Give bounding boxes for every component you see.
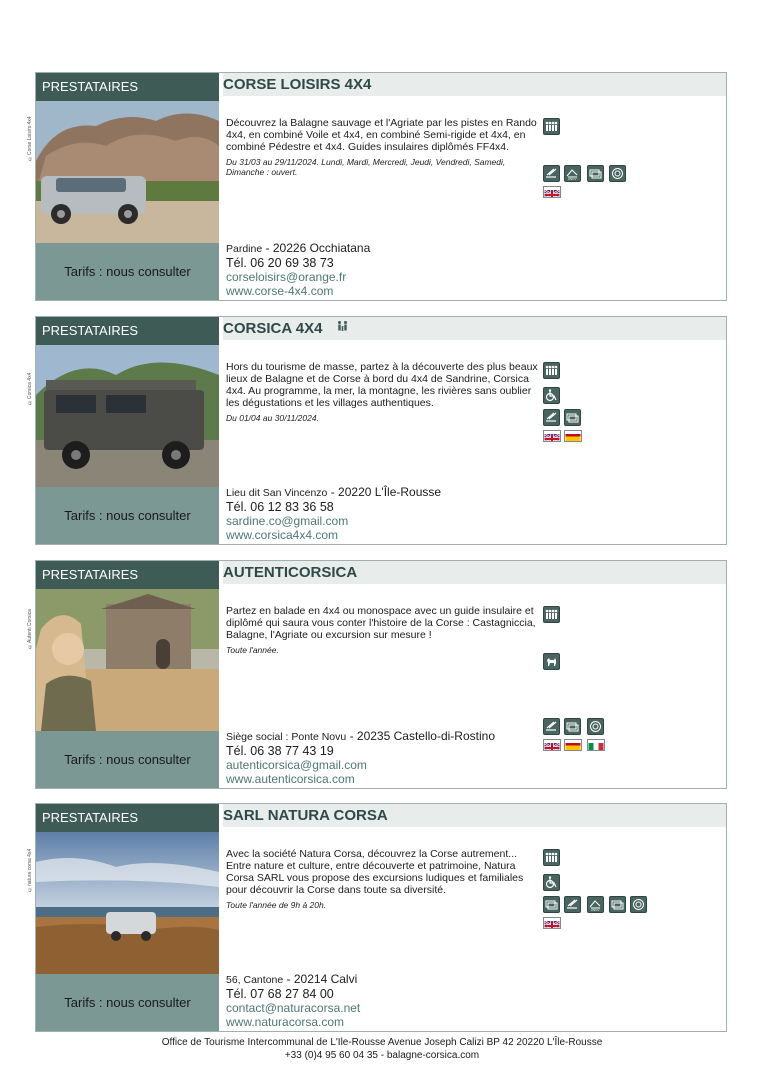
card-payment-icon bbox=[543, 409, 560, 426]
spain-flag-icon bbox=[564, 739, 582, 751]
italy-flag-icon bbox=[587, 739, 605, 751]
provider-title: CORSICA 4X4 bbox=[223, 317, 726, 340]
tarifs-label: Tarifs : nous consulter bbox=[36, 731, 219, 788]
cheque-icon bbox=[564, 165, 581, 182]
section-label: PRESTATAIRES bbox=[36, 73, 219, 101]
provider-card-natura-corsa bbox=[27, 803, 727, 1032]
opening-dates: Du 01/04 au 30/11/2024. bbox=[226, 413, 319, 423]
tarifs-label: Tarifs : nous consulter bbox=[36, 243, 219, 300]
accessible-icon bbox=[543, 874, 560, 891]
section-label: PRESTATAIRES bbox=[36, 317, 219, 345]
email-link[interactable]: sardine.co@gmail.com bbox=[226, 514, 349, 528]
cash-icon bbox=[609, 165, 626, 182]
provider-title: AUTENTICORSICA bbox=[223, 561, 726, 584]
dog-icon bbox=[543, 653, 560, 670]
provider-title: SARL NATURA CORSA bbox=[223, 804, 726, 827]
provider-card-autenticorsica bbox=[27, 560, 727, 789]
tarifs-label: Tarifs : nous consulter bbox=[36, 487, 219, 544]
uk-flag-icon bbox=[543, 186, 561, 198]
website-link[interactable]: www.naturacorsa.com bbox=[226, 1015, 345, 1029]
photo-credit: ©Autenti Corsica bbox=[27, 609, 33, 649]
uk-flag-icon bbox=[543, 917, 561, 929]
provider-description: Avec la société Natura Corsa, découvrez la Corse autrement... Entre nature et culture, entre découverte et patrimoine, Natura Corsa SARL vous propose des excursions ludiques et familiales pour découvrir la Corse dans toute sa diversité. Toute l'année de 9h à 20h. bbox=[226, 848, 538, 910]
provider-address: 56, Cantone - 20214 Calvi Tél. 07 68 27 84 00 contact@naturacorsa.net www.naturacorsa.com bbox=[226, 972, 566, 1029]
phone-number: Tél. 06 20 69 38 73 bbox=[226, 256, 334, 270]
provider-description: Hors du tourisme de masse, partez à la découverte des plus beaux lieux de Balagne et de Corse à bord du 4x4 de Sandrine, Corsica 4x4. Au programme, la mer, la montagne, les rivières sans oublier les dégustations et les villages authentiques. Du 01/04 au 30/11/2024. bbox=[226, 361, 538, 423]
opening-dates: Toute l'année. bbox=[226, 645, 279, 655]
cheque-icon bbox=[587, 896, 604, 913]
provider-photo bbox=[36, 589, 219, 731]
photo-credit: ©natura corsa 4x4 bbox=[27, 848, 33, 892]
provider-title: CORSE LOISIRS 4X4 bbox=[223, 73, 726, 96]
footer-address: Office de Tourisme Intercommunal de L'Ile-Rousse Avenue Joseph Calizi BP 42 20220 L'Île-Rousse bbox=[161, 1037, 603, 1048]
provider-card-corse-loisirs bbox=[27, 72, 727, 301]
uk-flag-icon bbox=[543, 739, 561, 751]
cheque-vacances-icon bbox=[564, 409, 581, 426]
group-icon bbox=[543, 849, 560, 866]
family-icon bbox=[333, 318, 353, 341]
card-payment-icon bbox=[543, 165, 560, 182]
photo-credit: ©Corse Loisirs 4x4 bbox=[27, 116, 33, 161]
accessible-icon bbox=[543, 387, 560, 404]
cheque-vacances-icon bbox=[587, 165, 604, 182]
spain-flag-icon bbox=[564, 430, 582, 442]
cheque-vacances-icon bbox=[609, 896, 626, 913]
phone-number: Tél. 06 12 83 36 58 bbox=[226, 500, 334, 514]
opening-dates: Du 31/03 au 29/11/2024. Lundi, Mardi, Mercredi, Jeudi, Vendredi, Samedi, Dimanche : ouvert. bbox=[226, 157, 506, 177]
provider-photo bbox=[36, 101, 219, 243]
provider-card-corsica-4x4 bbox=[27, 316, 727, 545]
provider-address: Pardine - 20226 Occhiatana Tél. 06 20 69 38 73 corseloisirs@orange.fr www.corse-4x4.com bbox=[226, 241, 566, 298]
website-link[interactable]: www.autenticorsica.com bbox=[226, 772, 355, 786]
provider-address: Lieu dit San Vincenzo - 20220 L'Île-Rousse Tél. 06 12 83 36 58 sardine.co@gmail.com www.corsica4x4.com bbox=[226, 485, 566, 542]
provider-description: Découvrez la Balagne sauvage et l'Agriate par les pistes en Rando 4x4, en combiné Voile et 4x4, en combiné Semi-rigide et 4x4, en combiné Pédestre et 4x4. Guides insulaires diplômés FF4x4. Du 31/03 au 29/11/2024. Lundi, Mardi, Mercredi, Jeudi, Vendredi, Samedi, Dimanche : ouvert. bbox=[226, 117, 537, 177]
photo-credit: ©Corsica 4x4 bbox=[27, 372, 33, 405]
opening-dates: Toute l'année de 9h à 20h. bbox=[226, 900, 327, 910]
email-link[interactable]: corseloisirs@orange.fr bbox=[226, 270, 347, 284]
email-link[interactable]: contact@naturacorsa.net bbox=[226, 1001, 361, 1015]
tarifs-label: Tarifs : nous consulter bbox=[36, 974, 219, 1031]
card-payment-icon bbox=[564, 896, 581, 913]
website-link[interactable]: www.corse-4x4.com bbox=[226, 284, 334, 298]
group-icon bbox=[543, 362, 560, 379]
provider-description: Partez en balade en 4x4 ou monospace avec un guide insulaire et diplômé qui saura vous conter l'histoire de la Corse : Castagniccia, Balagne, l'Agriate ou excursion sur mesure ! Toute l'année. bbox=[226, 605, 538, 655]
section-label: PRESTATAIRES bbox=[36, 804, 219, 832]
cash-icon bbox=[630, 896, 647, 913]
section-label: PRESTATAIRES bbox=[36, 561, 219, 589]
email-link[interactable]: autenticorsica@gmail.com bbox=[226, 758, 367, 772]
provider-address: Siège social : Ponte Novu - 20235 Castello-di-Rostino Tél. 06 38 77 43 19 autenticorsica@gmail.com www.autenticorsica.com bbox=[226, 729, 566, 786]
phone-number: Tél. 06 38 77 43 19 bbox=[226, 744, 334, 758]
provider-photo bbox=[36, 832, 219, 974]
phone-number: Tél. 07 68 27 84 00 bbox=[226, 987, 334, 1001]
group-icon bbox=[543, 118, 560, 135]
uk-flag-icon bbox=[543, 430, 561, 442]
group-icon bbox=[543, 606, 560, 623]
cash-icon bbox=[587, 718, 604, 735]
footer-contact: +33 (0)4 95 60 04 35 - balagne-corsica.com bbox=[284, 1050, 480, 1061]
provider-photo bbox=[36, 345, 219, 487]
credit-card-icon bbox=[543, 896, 560, 913]
website-link[interactable]: www.corsica4x4.com bbox=[226, 528, 339, 542]
cheque-vacances-icon bbox=[564, 718, 581, 735]
card-payment-icon bbox=[543, 718, 560, 735]
